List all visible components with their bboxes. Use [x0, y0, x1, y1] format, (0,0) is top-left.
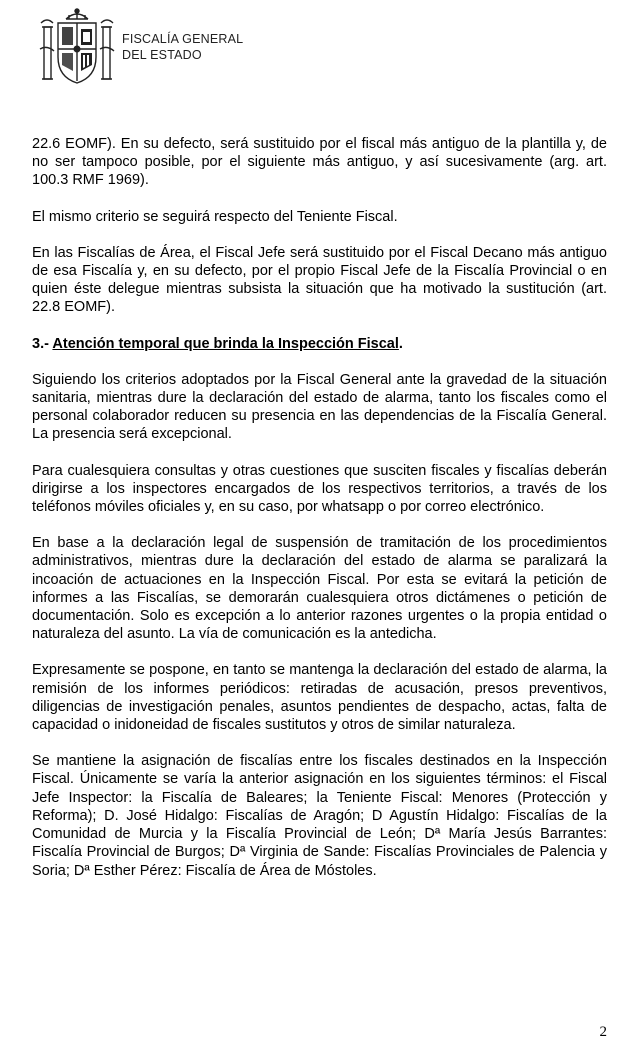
document-body: [32, 135, 607, 898]
section-heading: [32, 335, 607, 353]
paragraph: Se mantiene la asignación de fiscalías entre los fiscales destinados en la Inspección Fiscal. Únicamente se varía la anterior asignación en los siguientes términos: el Fiscal Jefe Inspector: la Fiscalía de Baleares; la Teniente Fiscal: Menores (Protección y Reforma); D. José Hidalgo: Fiscalías de Aragón; D Agustín Hidalgo: Fiscalías de la Comunidad de Murcia y la Fiscalía Provincial de León; Dª María Jesús Barrantes: Fiscalía Provincial de Burgos; Dª Virginia de Sande: Fiscalías Provinciales de Palencia y Soria; Dª Esther Pérez: Fiscalía de Área de Móstoles.: [32, 753, 607, 879]
section-title: Atención temporal que brinda la Inspección Fiscal: [52, 335, 399, 352]
paragraph: Siguiendo los criterios adoptados por la Fiscal General ante la gravedad de la situación sanitaria, mientras dure la declaración del estado de alarma, tanto los fiscales como el personal colaborador reducen su presencia en las dependencias de la Fiscalía General. La presencia será excepcional.: [32, 371, 607, 443]
page-number: 2: [599, 1024, 607, 1040]
letterhead: [36, 4, 243, 90]
section-number: 3.-: [32, 335, 53, 352]
section-title-end: .: [398, 335, 403, 352]
org-name-line1: FISCALÍA GENERAL: [122, 32, 244, 46]
organization-name: [122, 31, 243, 63]
paragraph: En las Fiscalías de Área, el Fiscal Jefe será sustituido por el Fiscal Decano más antiguo de esa Fiscalía y, en su defecto, por el propio Fiscal Jefe de la Fiscalía Provincial o en quien éste delegue mientras subsista la situación que ha motivado la sustitución (art. 22.8 EOMF).: [32, 244, 607, 316]
paragraph: Para cualesquiera consultas y otras cuestiones que susciten fiscales y fiscalías deberán dirigirse a los inspectores encargados de los respectivos territorios, a través de los teléfonos móviles oficiales y, en su caso, por whatsapp o por correo electrónico.: [32, 462, 607, 516]
coat-of-arms-icon: [36, 5, 118, 89]
org-name-line2: DEL ESTADO: [122, 48, 202, 62]
paragraph: El mismo criterio se seguirá respecto del Teniente Fiscal.: [32, 208, 398, 225]
paragraph: 22.6 EOMF). En su defecto, será sustituido por el fiscal más antiguo de la plantilla y, de no ser tampoco posible, por el siguiente más antiguo, y así sucesivamente (arg. art. 100.3 RMF 1969).: [32, 136, 607, 189]
paragraph: Expresamente se pospone, en tanto se mantenga la declaración del estado de alarma, la remisión de los informes periódicos: retiradas de acusación, presos preventivos, diligencias de investigación penales, asuntos pendientes de despacho, actas, falta de capacidad o inidoneidad de fiscales sustitutos y otros de similar naturaleza.: [32, 662, 607, 734]
paragraph: En base a la declaración legal de suspensión de tramitación de los procedimientos administrativos, mientras dure la declaración del estado de alarma se paralizará la incoación de actuaciones en la Inspección Fiscal. Por esta se evitará la petición de informes a las Fiscalías, se demorarán cualesquiera otros dictámenes o petición de documentación. Solo es excepción a lo anterior razones urgentes o la propia entidad o naturaleza del asunto. La vía de comunicación es la antedicha.: [32, 535, 607, 643]
